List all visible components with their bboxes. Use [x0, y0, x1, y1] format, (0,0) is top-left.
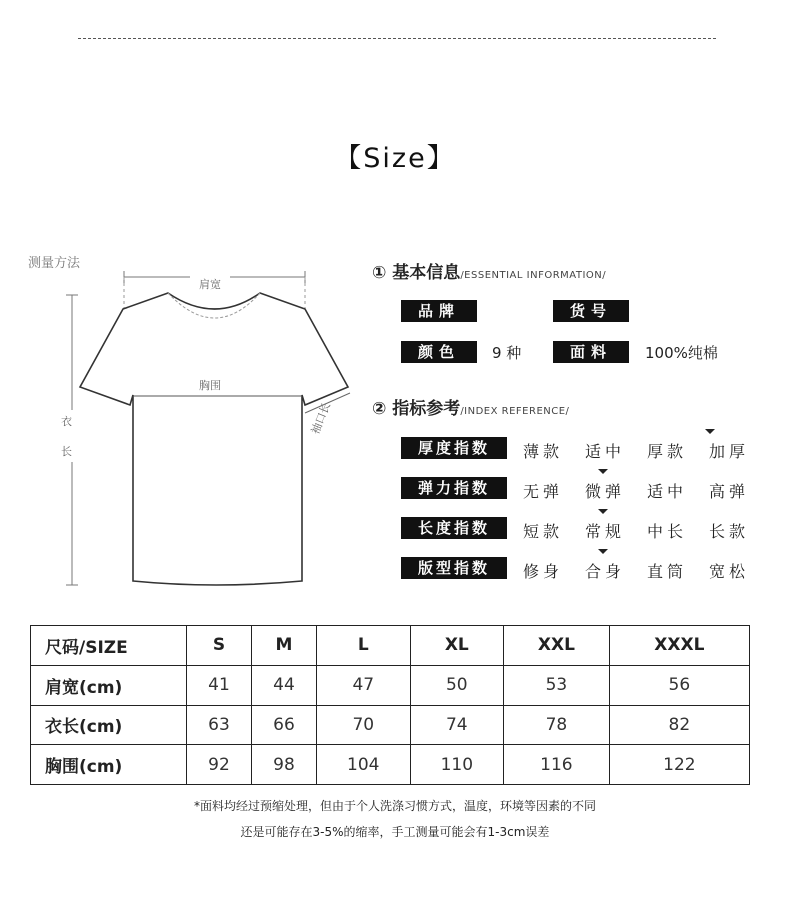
fabric-tag: 面料: [553, 341, 629, 363]
table-cell: 41: [187, 665, 252, 705]
table-cell: 尺码/SIZE: [31, 626, 187, 666]
option: 直筒: [647, 562, 688, 581]
selected-marker-icon: [705, 429, 715, 434]
table-cell: L: [317, 626, 411, 666]
table-cell: XL: [410, 626, 504, 666]
page-title: 【Size】: [334, 143, 456, 174]
item-number-tag: 货号: [553, 300, 629, 322]
fit-index-tag: 版型指数: [401, 557, 507, 579]
length-label-2: 长: [61, 445, 72, 458]
length-label-1: 衣: [61, 415, 72, 428]
option: 高弹: [709, 482, 750, 501]
option: 合身: [585, 562, 626, 581]
option: 长款: [709, 522, 750, 541]
table-cell: 衣长(cm): [31, 705, 187, 745]
size-table: [30, 625, 750, 785]
table-cell: 53: [504, 665, 610, 705]
option: 常规: [585, 522, 626, 541]
option: 短款: [523, 522, 564, 541]
elasticity-index-tag: 弹力指数: [401, 477, 507, 499]
table-cell: 110: [410, 745, 504, 785]
selected-marker-icon: [598, 509, 608, 514]
table-cell: 47: [317, 665, 411, 705]
table-cell: 92: [187, 745, 252, 785]
option: 薄款: [523, 442, 564, 461]
basic-info-heading: ① 基本信息/ESSENTIAL INFORMATION/: [372, 263, 607, 283]
shoulder-label: 肩宽: [199, 278, 221, 291]
table-cell: M: [252, 626, 317, 666]
option: 适中: [647, 482, 688, 501]
table-cell: 116: [504, 745, 610, 785]
option: 无弹: [523, 482, 564, 501]
table-cell: 122: [609, 745, 749, 785]
selected-marker-icon: [598, 469, 608, 474]
option: 宽松: [709, 562, 750, 581]
index-reference-heading: ② 指标参考/INDEX REFERENCE/: [372, 399, 570, 419]
table-cell: 82: [609, 705, 749, 745]
table-cell: 66: [252, 705, 317, 745]
option: 修身: [523, 562, 564, 581]
table-cell: 70: [317, 705, 411, 745]
table-row: [31, 745, 750, 785]
basic-info-heading-en: /ESSENTIAL INFORMATION/: [460, 270, 607, 281]
table-cell: 63: [187, 705, 252, 745]
table-cell: 98: [252, 745, 317, 785]
table-header-row: [31, 626, 750, 666]
table-cell: 肩宽(cm): [31, 665, 187, 705]
option: 厚款: [647, 442, 688, 461]
brand-tag: 品牌: [401, 300, 477, 322]
table-cell: 50: [410, 665, 504, 705]
option: 微弹: [585, 482, 626, 501]
sleeve-label: 袖口长: [308, 400, 334, 437]
index-reference-heading-en: /INDEX REFERENCE/: [460, 406, 570, 417]
color-tag: 颜色: [401, 341, 477, 363]
color-value: 9 种: [492, 344, 522, 362]
note-line-2: 还是可能存在3-5%的缩率，手工测量可能会有1-3cm误差: [240, 825, 550, 839]
option: 加厚: [709, 442, 750, 461]
table-cell: 44: [252, 665, 317, 705]
table-cell: 104: [317, 745, 411, 785]
table-cell: XXXL: [609, 626, 749, 666]
selected-marker-icon: [598, 549, 608, 554]
fabric-value: 100%纯棉: [645, 344, 718, 362]
option: 中长: [647, 522, 688, 541]
table-cell: S: [187, 626, 252, 666]
table-cell: 74: [410, 705, 504, 745]
table-cell: XXL: [504, 626, 610, 666]
table-cell: 胸围(cm): [31, 745, 187, 785]
length-index-tag: 长度指数: [401, 517, 507, 539]
thickness-index-tag: 厚度指数: [401, 437, 507, 459]
measure-method-label: 测量方法: [28, 256, 81, 271]
table-cell: 78: [504, 705, 610, 745]
table-row: [31, 665, 750, 705]
table-row: [31, 705, 750, 745]
chest-label: 胸围: [199, 379, 221, 392]
option: 适中: [585, 442, 626, 461]
note-line-1: *面料均经过预缩处理，但由于个人洗涤习惯方式，温度，环境等因素的不同: [193, 799, 596, 813]
table-cell: 56: [609, 665, 749, 705]
